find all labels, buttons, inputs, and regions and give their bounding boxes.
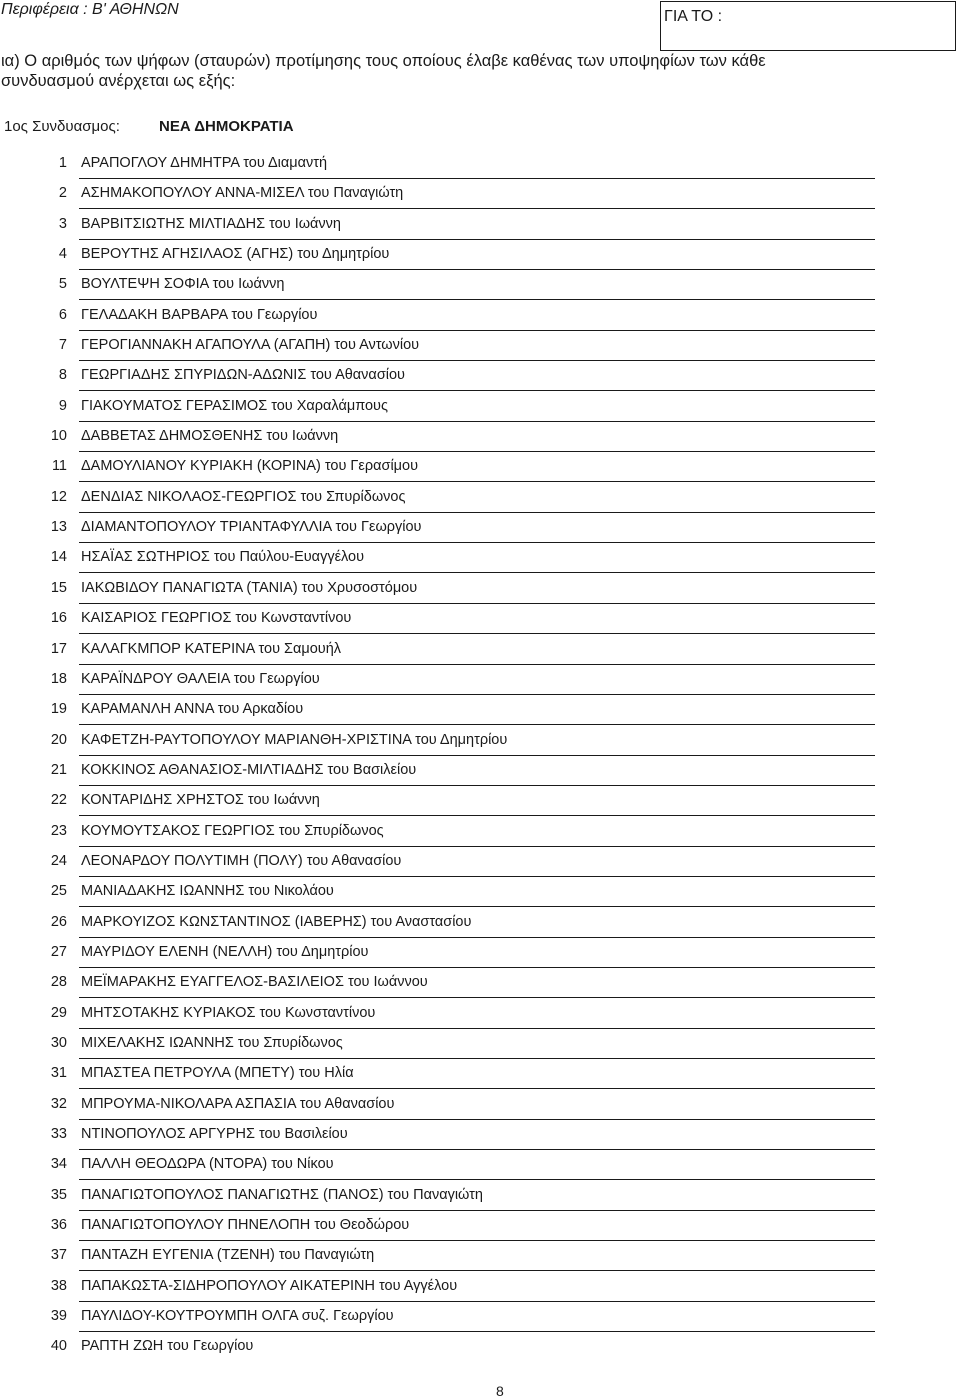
- candidate-number: 11: [51, 458, 67, 475]
- candidate-number: 26: [50, 913, 67, 930]
- box-field: [660, 1, 956, 51]
- candidate-number: 32: [50, 1095, 67, 1112]
- candidate-name: ΓΙΑΚΟΥΜΑΤΟΣ ΓΕΡΑΣΙΜΟΣ του Χαραλάμπους: [81, 397, 388, 414]
- candidate-name: ΜΑΥΡΙΔΟΥ ΕΛΕΝΗ (ΝΕΛΛΗ) του Δημητρίου: [81, 943, 369, 960]
- list-item: [0, 1150, 960, 1180]
- intro-paragraph: [1, 51, 901, 91]
- candidate-number: 3: [58, 215, 67, 232]
- candidate-name: ΓΕΡΟΓΙΑΝΝΑΚΗ ΑΓΑΠΟΥΛΑ (ΑΓΑΠΗ) του Αντωνίου: [81, 337, 420, 354]
- list-item: [0, 574, 960, 604]
- list-item: [0, 1090, 960, 1120]
- candidate-number: 17: [50, 640, 67, 657]
- list-item: [0, 1302, 960, 1332]
- candidate-name: ΙΑΚΩΒΙΔΟΥ ΠΑΝΑΓΙΩΤΑ (ΤΑΝΙΑ) του Χρυσοστόμου: [81, 579, 418, 596]
- list-item: [0, 938, 960, 968]
- list-item: [0, 968, 960, 998]
- list-item: [0, 877, 960, 907]
- candidate-number: 4: [58, 246, 67, 263]
- candidate-number: 20: [50, 731, 67, 748]
- candidate-number: 38: [50, 1277, 67, 1294]
- list-item: [0, 1241, 960, 1271]
- list-item: [0, 665, 960, 695]
- intro-line-2: συνδυασμού ανέρχεται ως εξής:: [1, 72, 236, 90]
- list-item: [0, 1272, 960, 1302]
- candidate-number: 34: [50, 1156, 67, 1173]
- candidate-name: ΓΕΛΑΔΑΚΗ ΒΑΡΒΑΡΑ του Γεωργίου: [81, 306, 318, 323]
- candidate-name: ΓΕΩΡΓΙΑΔΗΣ ΣΠΥΡΙΔΩΝ-ΑΔΩΝΙΣ του Αθανασίου: [81, 367, 405, 384]
- candidate-name: ΚΑΡΑΜΑΝΛΗ ΑΝΝΑ του Αρκαδίου: [81, 701, 304, 718]
- candidate-number: 10: [50, 428, 67, 445]
- candidate-name: ΡΑΠΤΗ ΖΩΗ του Γεωργίου: [81, 1338, 254, 1355]
- list-item: [0, 695, 960, 725]
- candidate-name: ΜΠΑΣΤΕΑ ΠΕΤΡΟΥΛΑ (ΜΠΕΤΥ) του Ηλία: [81, 1065, 354, 1082]
- list-item: [0, 1332, 960, 1362]
- candidate-number: 13: [50, 519, 67, 536]
- candidate-name: ΒΟΥΛΤΕΨΗ ΣΟΦΙΑ του Ιωάννη: [81, 276, 285, 293]
- candidate-name: ΠΑΛΛΗ ΘΕΟΔΩΡΑ (ΝΤΟΡΑ) του Νίκου: [81, 1156, 334, 1173]
- list-item: [0, 483, 960, 513]
- page-number: 8: [496, 1383, 504, 1399]
- intro-line-1: ια) Ο αριθμός των ψήφων (σταυρών) προτίμησης τους οποίους έλαβε καθένας των υποψηφίων των κάθε: [1, 52, 766, 70]
- candidate-number: 25: [50, 883, 67, 900]
- list-item: [0, 513, 960, 543]
- candidate-name: ΒΕΡΟΥΤΗΣ ΑΓΗΣΙΛΑΟΣ (ΑΓΗΣ) του Δημητρίου: [81, 246, 390, 263]
- candidate-number: 23: [50, 822, 67, 839]
- list-item: [0, 270, 960, 300]
- candidate-name: ΚΑΡΑΪΝΔΡΟΥ ΘΑΛΕΙΑ του Γεωργίου: [81, 670, 320, 687]
- list-item: [0, 1120, 960, 1150]
- list-item: [0, 331, 960, 361]
- candidate-name: ΔΑΜΟΥΛΙΑΝΟΥ ΚΥΡΙΑΚΗ (ΚΟΡΙΝΑ) του Γερασίμου: [81, 458, 419, 475]
- list-item: [0, 817, 960, 847]
- candidate-number: 5: [58, 276, 67, 293]
- list-item: [0, 361, 960, 391]
- candidate-number: 18: [50, 670, 67, 687]
- party-name: ΝΕΑ ΔΗΜΟΚΡΑΤΙΑ: [159, 118, 294, 135]
- candidate-name: ΗΣΑΪΑΣ ΣΩΤΗΡΙΟΣ του Παύλου-Ευαγγέλου: [81, 549, 365, 566]
- list-item: [0, 726, 960, 756]
- candidate-name: ΝΤΙΝΟΠΟΥΛΟΣ ΑΡΓΥΡΗΣ του Βασιλείου: [81, 1126, 348, 1142]
- list-item: [0, 240, 960, 270]
- candidate-name: ΜΕΪΜΑΡΑΚΗΣ ΕΥΑΓΓΕΛΟΣ-ΒΑΣΙΛΕΙΟΣ του Ιωάννου: [81, 974, 428, 991]
- candidate-number: 31: [50, 1065, 67, 1082]
- list-item: [0, 149, 960, 179]
- list-item: [0, 210, 960, 240]
- candidate-number: 6: [58, 306, 67, 323]
- candidate-number: 24: [50, 852, 67, 869]
- list-item: [0, 908, 960, 938]
- candidate-number: 35: [50, 1186, 67, 1203]
- candidate-name: ΜΑΡΚΟΥΙΖΟΣ ΚΩΝΣΤΑΝΤΙΝΟΣ (ΙΑΒΕΡΗΣ) του Αναστασίου: [81, 913, 472, 930]
- list-item: [0, 392, 960, 422]
- candidate-number: 7: [58, 337, 67, 354]
- candidate-name: ΔΑΒΒΕΤΑΣ ΔΗΜΟΣΘΕΝΗΣ του Ιωάννη: [81, 428, 339, 445]
- list-item: [0, 999, 960, 1029]
- party-label: 1ος Συνδυασμος:: [4, 118, 120, 135]
- candidate-name: ΚΑΙΣΑΡΙΟΣ ΓΕΩΡΓΙΟΣ του Κωνσταντίνου: [81, 610, 352, 627]
- candidate-number: 28: [50, 974, 67, 991]
- candidate-number: 15: [50, 579, 67, 596]
- list-item: [0, 786, 960, 816]
- candidate-name: ΜΙΧΕΛΑΚΗΣ ΙΩΑΝΝΗΣ του Σπυρίδωνος: [81, 1034, 343, 1051]
- candidate-number: 40: [50, 1338, 67, 1355]
- candidate-name: ΜΠΡΟΥΜΑ-ΝΙΚΟΛΑΡΑ ΑΣΠΑΣΙΑ του Αθανασίου: [81, 1095, 395, 1112]
- candidate-name: ΠΑΝΑΓΙΩΤΟΠΟΥΛΟΣ ΠΑΝΑΓΙΩΤΗΣ (ΠΑΝΟΣ) του Παναγιώτη: [81, 1186, 483, 1203]
- candidate-name: ΠΑΠΑΚΩΣΤΑ-ΣΙΔΗΡΟΠΟΥΛΟΥ ΑΙΚΑΤΕΡΙΝΗ του Αγγέλου: [81, 1277, 458, 1294]
- candidate-number: 14: [50, 549, 67, 566]
- candidate-number: 29: [50, 1004, 67, 1021]
- list-item: [0, 543, 960, 573]
- candidate-number: 30: [50, 1034, 67, 1051]
- candidate-number: 22: [50, 792, 67, 809]
- candidate-name: ΚΟΚΚΙΝΟΣ ΑΘΑΝΑΣΙΟΣ-ΜΙΛΤΙΑΔΗΣ του Βασιλείου: [81, 761, 417, 778]
- candidate-number: 8: [58, 367, 67, 384]
- candidate-name: ΠΑΝΑΓΙΩΤΟΠΟΥΛΟΥ ΠΗΝΕΛΟΠΗ του Θεοδώρου: [81, 1217, 410, 1234]
- candidate-name: ΜΗΤΣΟΤΑΚΗΣ ΚΥΡΙΑΚΟΣ του Κωνσταντίνου: [81, 1004, 376, 1021]
- list-item: [0, 1211, 960, 1241]
- candidate-number: 12: [50, 488, 67, 505]
- candidate-name: ΑΡΑΠΟΓΛΟΥ ΔΗΜΗΤΡΑ του Διαμαντή: [81, 155, 328, 171]
- candidate-number: 33: [50, 1126, 67, 1142]
- list-item: [0, 604, 960, 634]
- candidate-name: ΚΟΝΤΑΡΙΔΗΣ ΧΡΗΣΤΟΣ του Ιωάννη: [81, 792, 320, 809]
- list-item: [0, 847, 960, 877]
- region-heading: Περιφέρεια : Β' ΑΘΗΝΩΝ: [1, 1, 179, 18]
- list-item: [0, 756, 960, 786]
- candidate-number: 21: [50, 761, 67, 778]
- candidate-name: ΔΕΝΔΙΑΣ ΝΙΚΟΛΑΟΣ-ΓΕΩΡΓΙΟΣ του Σπυρίδωνος: [81, 488, 406, 505]
- list-item: [0, 422, 960, 452]
- candidate-number: 2: [58, 185, 67, 202]
- candidate-number: 9: [58, 397, 67, 414]
- list-item: [0, 1059, 960, 1089]
- candidate-number: 16: [50, 610, 67, 627]
- candidate-name: ΔΙΑΜΑΝΤΟΠΟΥΛΟΥ ΤΡΙΑΝΤΑΦΥΛΛΙΑ του Γεωργίου: [81, 519, 422, 536]
- candidate-name: ΚΑΛΑΓΚΜΠΟΡ ΚΑΤΕΡΙΝΑ του Σαμουήλ: [81, 640, 342, 657]
- candidate-number: 19: [50, 701, 67, 718]
- list-item: [0, 1029, 960, 1059]
- list-item: [0, 635, 960, 665]
- candidate-number: 39: [50, 1308, 67, 1325]
- candidate-list: [0, 149, 960, 1363]
- candidate-number: 37: [50, 1247, 67, 1264]
- list-item: [0, 179, 960, 209]
- list-item: [0, 1181, 960, 1211]
- candidate-name: ΠΑΥΛΙΔΟΥ-ΚΟΥΤΡΟΥΜΠΗ ΟΛΓΑ συζ. Γεωργίου: [81, 1308, 394, 1325]
- candidate-name: ΚΟΥΜΟΥΤΣΑΚΟΣ ΓΕΩΡΓΙΟΣ του Σπυρίδωνος: [81, 822, 384, 839]
- candidate-number: 36: [50, 1217, 67, 1234]
- candidate-name: ΒΑΡΒΙΤΣΙΩΤΗΣ ΜΙΛΤΙΑΔΗΣ του Ιωάννη: [81, 215, 341, 232]
- list-item: [0, 301, 960, 331]
- candidate-number: 27: [50, 943, 67, 960]
- list-item: [0, 452, 960, 482]
- candidate-name: ΠΑΝΤΑΖΗ ΕΥΓΕΝΙΑ (ΤΖΕΝΗ) του Παναγιώτη: [81, 1247, 375, 1264]
- box-label: ΓΙΑ ΤΟ :: [664, 8, 723, 25]
- candidate-name: ΜΑΝΙΑΔΑΚΗΣ ΙΩΑΝΝΗΣ του Νικολάου: [81, 883, 334, 900]
- candidate-name: ΛΕΟΝΑΡΔΟΥ ΠΟΛΥΤΙΜΗ (ΠΟΛΥ) του Αθανασίου: [81, 852, 402, 869]
- candidate-number: 1: [58, 155, 67, 171]
- candidate-name: ΚΑΦΕΤΖΗ-ΡΑΥΤΟΠΟΥΛΟΥ ΜΑΡΙΑΝΘΗ-ΧΡΙΣΤΙΝΑ του Δημητρίου: [81, 731, 508, 748]
- candidate-name: ΑΣΗΜΑΚΟΠΟΥΛΟΥ ΑΝΝΑ-ΜΙΣΕΛ του Παναγιώτη: [81, 185, 404, 202]
